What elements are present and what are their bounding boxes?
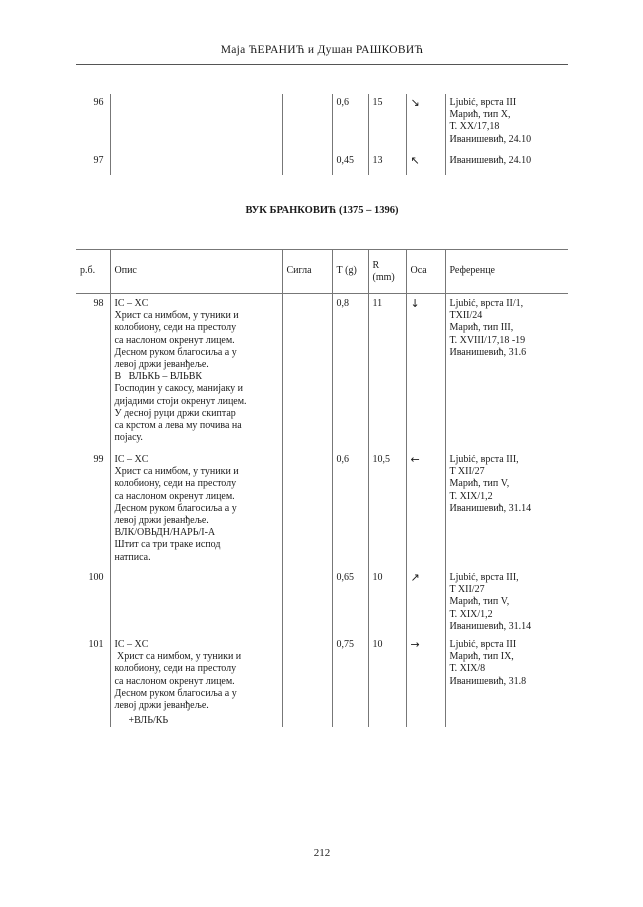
reference-line: T XII/27 [449,466,485,478]
description-line: левој држи јеванђеље. [114,700,209,712]
arrow-right-icon: → [410,638,420,651]
header-number: р.б. [76,250,110,294]
row-axis [406,94,445,152]
description-line: IC – XC [114,298,149,309]
reference-line: Ljubić, врста III, [449,572,519,583]
row-sigla [282,635,332,727]
reference-line: Т. XIX/8 [449,663,486,675]
description-line: са наслоном окренут лицем. [114,675,235,687]
row-references [445,94,568,152]
header-rule [76,64,568,65]
row-number: 98 [93,298,104,309]
reference-line: Марић, тип V, [449,478,510,490]
description-line: Десном руком благосиља а у [114,502,237,514]
description-line: Господин у сакосу, манијаку и [114,383,244,395]
description-line: левој држи јеванђеље. [114,515,209,527]
reference-line: Иванишевић, 31.14 [449,620,532,632]
reference-line: Иванишевић, 31.14 [449,502,532,514]
description-line: дијадими стоји окренут лицем. [114,395,247,407]
reference-line: Ljubić, врста III, [449,454,519,465]
running-head: Маја ЋЕРАНИЋ и Душан РАШКОВИЋ [220,44,424,56]
table-row [76,94,568,152]
description-line: колобиону, седи на престолу [114,663,237,675]
arrow-up-right-icon: ↗ [410,571,420,584]
reference-line: Иванишевић, 24.10 [449,155,532,166]
row-references [445,635,568,727]
row-axis [406,450,445,568]
coin-table-continued [76,94,568,175]
section-title: ВУК БРАНКОВИЋ (1375 – 1396) [245,205,399,216]
description-inscription: +ВЛЬ/КЬ [128,715,169,727]
arrow-up-left-icon: ↖ [410,154,420,167]
description-line: У десној руци држи скиптар [114,407,236,419]
reference-line: Иванишевић, 31.8 [449,675,527,687]
header-diameter-symbol: R [372,259,380,271]
row-description [110,152,282,175]
header-sigla: Сигла [282,250,332,294]
description-line: левој држи јеванђеље. [114,359,209,371]
row-references [445,294,568,451]
description-line: натписа. [114,551,151,563]
row-weight: 0,8 [332,294,368,451]
description-line: са наслоном окренут лицем. [114,334,235,346]
table-row [76,152,568,175]
row-axis [406,635,445,727]
reference-line: Т. XIX/1,2 [449,608,493,620]
reference-line: Т. XIX/1,2 [449,490,493,502]
description-line: IC – XC [114,454,149,465]
row-diameter: 10 [368,635,406,727]
reference-line: Марић, тип III, [449,322,514,334]
row-number: 101 [88,639,104,650]
description-line: колобиону, седи на престолу [114,478,237,490]
table-header-row [76,250,568,294]
row-axis [406,152,445,175]
row-diameter: 13 [368,152,406,175]
description-line: Десном руком благосиља а у [114,346,237,358]
arrow-down-right-icon: ↘ [410,96,420,109]
reference-line: TXII/24 [449,310,483,322]
header-diameter [368,250,406,294]
row-references [445,568,568,635]
reference-line: Т. XVIII/17,18 -19 [449,334,526,346]
description-line: ВЛК/ОВЬДН/НАРЬ/І-А [114,527,216,539]
reference-line: Марић, тип X, [449,109,511,121]
table-row [76,450,568,568]
reference-line: Иванишевић, 24.10 [449,133,532,145]
row-description [110,94,282,152]
reference-line: Марић, тип IX, [449,651,514,663]
row-sigla [282,94,332,152]
description-line: колобиону, седи на престолу [114,322,237,334]
row-sigla [282,568,332,635]
header-axis: Оса [406,250,445,294]
row-description [110,568,282,635]
description-line: Христ са нимбом, у туники и [114,466,239,478]
description-line: Христ са нимбом, у туники и [114,310,239,322]
row-diameter: 11 [368,294,406,451]
page-number: 212 [313,847,331,859]
row-number: 97 [93,155,104,166]
table-row [76,635,568,727]
header-weight: Т (g) [332,250,368,294]
row-sigla [282,294,332,451]
arrow-down-icon: ↓ [410,297,420,310]
row-axis [406,294,445,451]
row-axis [406,568,445,635]
reference-line: T XII/27 [449,584,485,596]
description-line: Христ са нимбом, у туники и [114,651,242,663]
row-diameter: 15 [368,94,406,152]
description-line: Штит са три траке испод [114,539,221,551]
reference-line: Марић, тип V, [449,596,510,608]
reference-line: Ljubić, врста III [449,97,517,108]
row-description [110,450,282,568]
header-diameter-unit: (mm) [372,271,395,283]
row-weight: 0,6 [332,450,368,568]
row-references [445,450,568,568]
row-sigla [282,152,332,175]
reference-line: Ljubić, врста II/1, [449,298,524,309]
row-sigla [282,450,332,568]
row-description [110,635,282,727]
reference-line: Т. XX/17,18 [449,121,500,133]
row-weight: 0,45 [332,152,368,175]
table-row [76,294,568,451]
description-line: са крстом а лева му почива на [114,420,242,432]
row-number: 96 [93,97,104,108]
row-weight: 0,75 [332,635,368,727]
arrow-left-icon: ← [410,453,420,466]
description-line: са наслоном окренут лицем. [114,490,235,502]
row-references [445,152,568,175]
description-line: појасу. [114,432,143,444]
description-line: B ВЛЬКЬ – ВЛЬВК [114,371,203,383]
header-description: Опис [110,250,282,294]
row-weight: 0,6 [332,94,368,152]
header-references: Референце [445,250,568,294]
row-weight: 0,65 [332,568,368,635]
table-row [76,568,568,635]
row-diameter: 10 [368,568,406,635]
description-line: Десном руком благосиља а у [114,687,237,699]
row-description [110,294,282,451]
coin-table [76,249,568,727]
row-number: 100 [88,572,104,583]
reference-line: Ljubić, врста III [449,639,517,650]
row-diameter: 10,5 [368,450,406,568]
description-line: IC – XC [114,639,149,650]
row-number: 99 [93,454,104,465]
reference-line: Иванишевић, 31.6 [449,346,527,358]
